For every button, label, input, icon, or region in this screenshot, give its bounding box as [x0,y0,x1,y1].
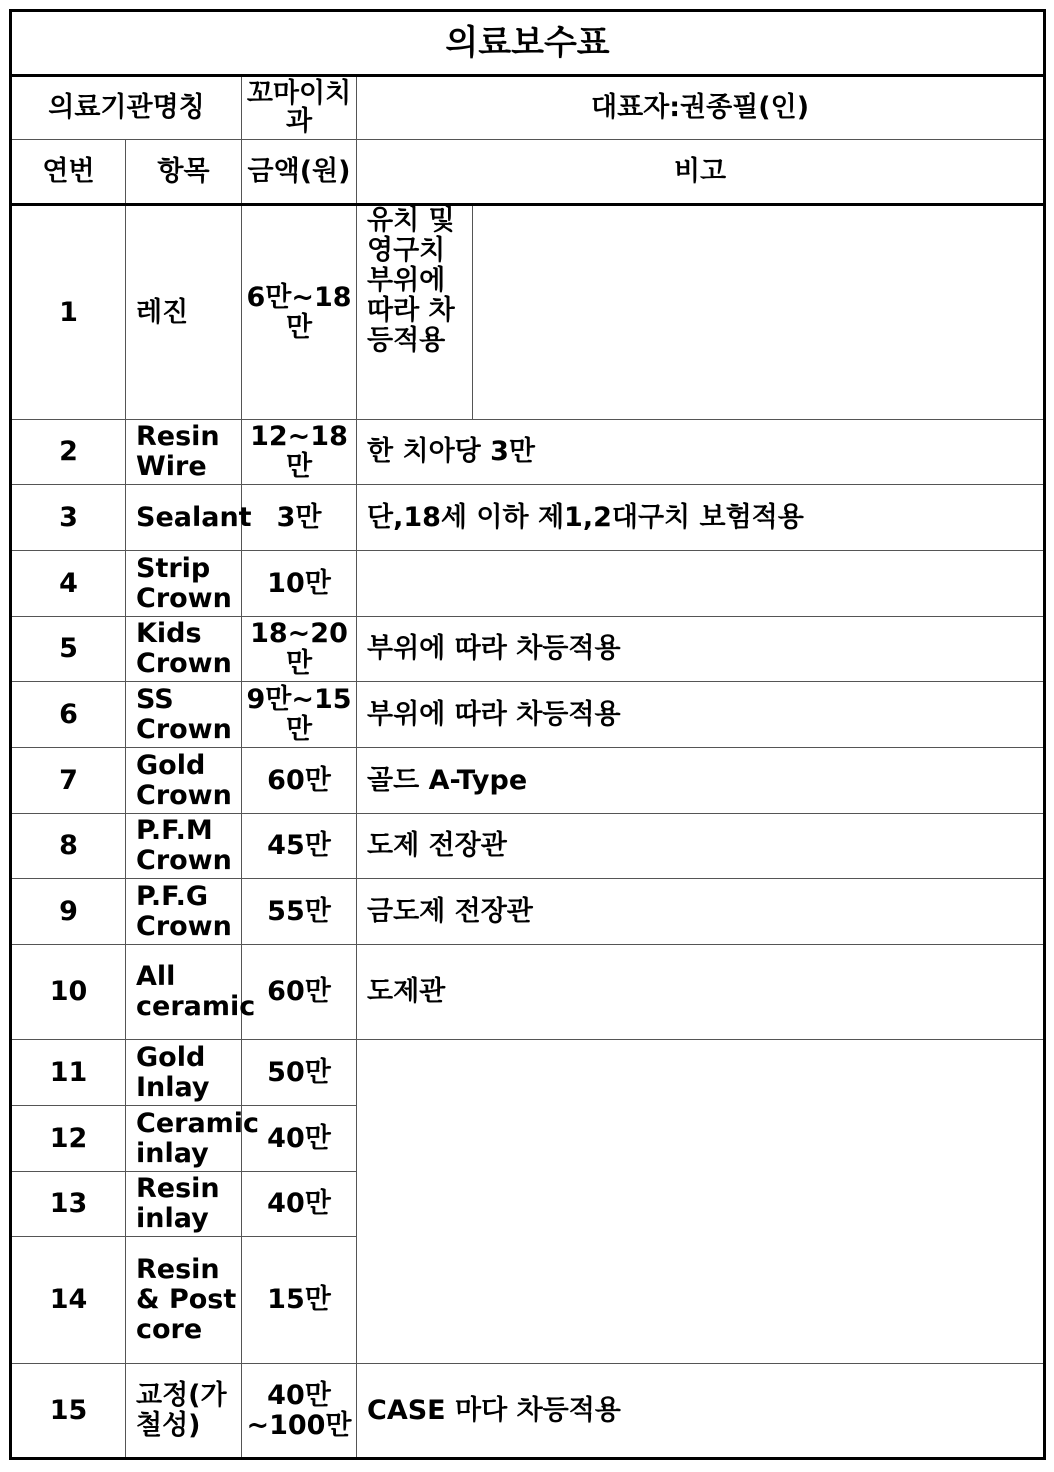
table-row [11,617,1045,682]
row-amount: 50만 [242,1040,357,1106]
row-amount: 55만 [242,879,357,945]
column-header-no: 연번 [11,140,126,205]
table-row [11,945,1045,1040]
row-item: Resin inlay [126,1172,242,1237]
column-header-remark: 비고 [357,140,1045,205]
table-row [11,205,1045,420]
row-item: P.F.M Crown [126,814,242,879]
row-amount: 6만~18만 [242,205,357,420]
table-row [11,1040,1045,1106]
row-no: 10 [11,945,126,1040]
row-item: P.F.G Crown [126,879,242,945]
table-row [11,682,1045,748]
empty-cell [473,205,1045,420]
row-remark: 부위에 따라 차등적용 [357,617,1045,682]
row-remark: 골드 A-Type [357,748,1045,814]
row-no: 9 [11,879,126,945]
table-row [11,485,1045,551]
row-item: Kids Crown [126,617,242,682]
row-remark: 단,18세 이하 제1,2대구치 보험적용 [357,485,1045,551]
row-remark [357,551,1045,617]
row-amount: 45만 [242,814,357,879]
row-no: 8 [11,814,126,879]
table-row [11,814,1045,879]
column-header-item: 항목 [126,140,242,205]
row-item: All ceramic [126,945,242,1040]
row-item: 교정(가철성) [126,1364,242,1459]
row-remark: 한 치아당 3만 [357,420,1045,485]
row-amount: 60만 [242,748,357,814]
table-row [11,748,1045,814]
row-no: 11 [11,1040,126,1106]
row-amount: 40만~100만 [242,1364,357,1459]
row-item: Resin Wire [126,420,242,485]
row-no: 15 [11,1364,126,1459]
row-item: 레진 [126,205,242,420]
row-no: 1 [11,205,126,420]
row-no: 12 [11,1106,126,1172]
row-remark: 도제 전장관 [357,814,1045,879]
row-no: 14 [11,1237,126,1364]
row-item: Gold Crown [126,748,242,814]
row-no: 2 [11,420,126,485]
row-item: Ceramic inlay [126,1106,242,1172]
row-remark: CASE 마다 차등적용 [357,1364,1045,1459]
institution-label: 의료기관명칭 [11,76,242,140]
row-remark: 부위에 따라 차등적용 [357,682,1045,748]
row-no: 13 [11,1172,126,1237]
fee-table [9,9,1046,1460]
row-item: Strip Crown [126,551,242,617]
row-amount: 60만 [242,945,357,1040]
row-no: 6 [11,682,126,748]
merged-remark-cell [357,1040,1045,1364]
table-row [11,879,1045,945]
column-header-amount: 금액(원) [242,140,357,205]
page-title: 의료보수표 [11,11,1045,76]
row-amount: 10만 [242,551,357,617]
row-item: Resin & Post core [126,1237,242,1364]
table-row [11,420,1045,485]
row-amount: 15만 [242,1237,357,1364]
row-no: 7 [11,748,126,814]
row-amount: 12~18만 [242,420,357,485]
table-row [11,1364,1045,1459]
row-amount: 3만 [242,485,357,551]
table-row [11,551,1045,617]
row-amount: 40만 [242,1172,357,1237]
institution-name: 꼬마이치과 [242,76,357,140]
row-no: 4 [11,551,126,617]
row-remark: 금도제 전장관 [357,879,1045,945]
row-remark: 유치 및 영구치 부위에 따라 차등적용 [357,205,473,420]
row-no: 3 [11,485,126,551]
row-item: Sealant [126,485,242,551]
representative: 대표자:권종필(인) [357,76,1045,140]
row-remark: 도제관 [357,945,1045,1040]
row-item: SS Crown [126,682,242,748]
row-amount: 18~20만 [242,617,357,682]
row-item: Gold Inlay [126,1040,242,1106]
row-amount: 9만~15만 [242,682,357,748]
row-amount: 40만 [242,1106,357,1172]
row-no: 5 [11,617,126,682]
